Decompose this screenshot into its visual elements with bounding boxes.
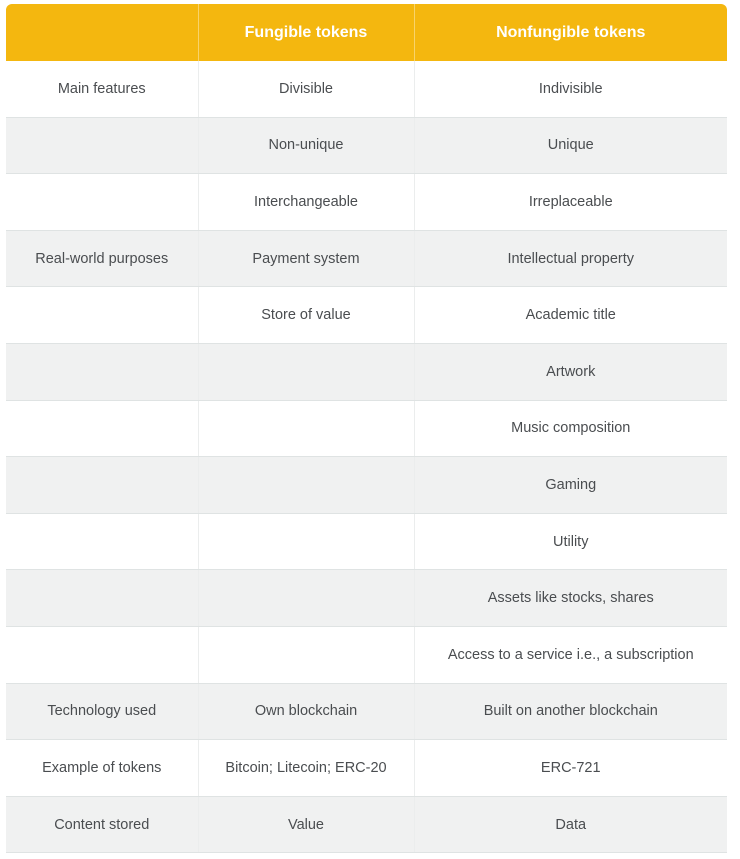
nonfungible-cell: Irreplaceable (414, 174, 727, 231)
category-cell: Technology used (6, 683, 198, 740)
table-header (6, 4, 727, 61)
table-row (6, 343, 727, 400)
header-cell-nonfungible: Nonfungible tokens (414, 4, 727, 61)
category-cell (6, 626, 198, 683)
nonfungible-cell: Access to a service i.e., a subscription (414, 626, 727, 683)
category-cell (6, 457, 198, 514)
category-cell (6, 400, 198, 457)
fungible-cell: Non-unique (198, 117, 414, 174)
table-row (6, 400, 727, 457)
table-row (6, 570, 727, 627)
table-row (6, 174, 727, 231)
table-row (6, 457, 727, 514)
category-cell: Real-world purposes (6, 230, 198, 287)
nonfungible-cell: Utility (414, 513, 727, 570)
category-cell (6, 174, 198, 231)
nonfungible-cell: Data (414, 796, 727, 853)
nonfungible-cell: Gaming (414, 457, 727, 514)
fungible-cell: Divisible (198, 61, 414, 117)
fungible-cell: Store of value (198, 287, 414, 344)
category-cell (6, 343, 198, 400)
fungible-cell: Bitcoin; Litecoin; ERC-20 (198, 740, 414, 797)
table-row (6, 117, 727, 174)
table-row (6, 513, 727, 570)
table-row (6, 796, 727, 853)
fungible-cell (198, 626, 414, 683)
fungible-cell: Interchangeable (198, 174, 414, 231)
fungible-cell (198, 457, 414, 514)
table-row (6, 61, 727, 117)
header-cell-category (6, 4, 198, 61)
fungible-cell: Payment system (198, 230, 414, 287)
nonfungible-cell: Academic title (414, 287, 727, 344)
nonfungible-cell: Unique (414, 117, 727, 174)
table-row (6, 683, 727, 740)
nonfungible-cell: Artwork (414, 343, 727, 400)
token-comparison-table (6, 4, 727, 853)
category-cell: Example of tokens (6, 740, 198, 797)
table-row (6, 626, 727, 683)
table-row (6, 287, 727, 344)
fungible-cell (198, 513, 414, 570)
header-cell-fungible: Fungible tokens (198, 4, 414, 61)
table-body (6, 61, 727, 853)
fungible-cell (198, 343, 414, 400)
nonfungible-cell: Assets like stocks, shares (414, 570, 727, 627)
nonfungible-cell: Indivisible (414, 61, 727, 117)
category-cell (6, 570, 198, 627)
category-cell (6, 513, 198, 570)
header-row (6, 4, 727, 61)
fungible-cell: Value (198, 796, 414, 853)
fungible-cell (198, 400, 414, 457)
nonfungible-cell: Built on another blockchain (414, 683, 727, 740)
table-row (6, 230, 727, 287)
nonfungible-cell: ERC-721 (414, 740, 727, 797)
category-cell (6, 287, 198, 344)
fungible-cell (198, 570, 414, 627)
fungible-cell: Own blockchain (198, 683, 414, 740)
table-row (6, 740, 727, 797)
category-cell: Main features (6, 61, 198, 117)
category-cell: Content stored (6, 796, 198, 853)
nonfungible-cell: Intellectual property (414, 230, 727, 287)
category-cell (6, 117, 198, 174)
nonfungible-cell: Music composition (414, 400, 727, 457)
